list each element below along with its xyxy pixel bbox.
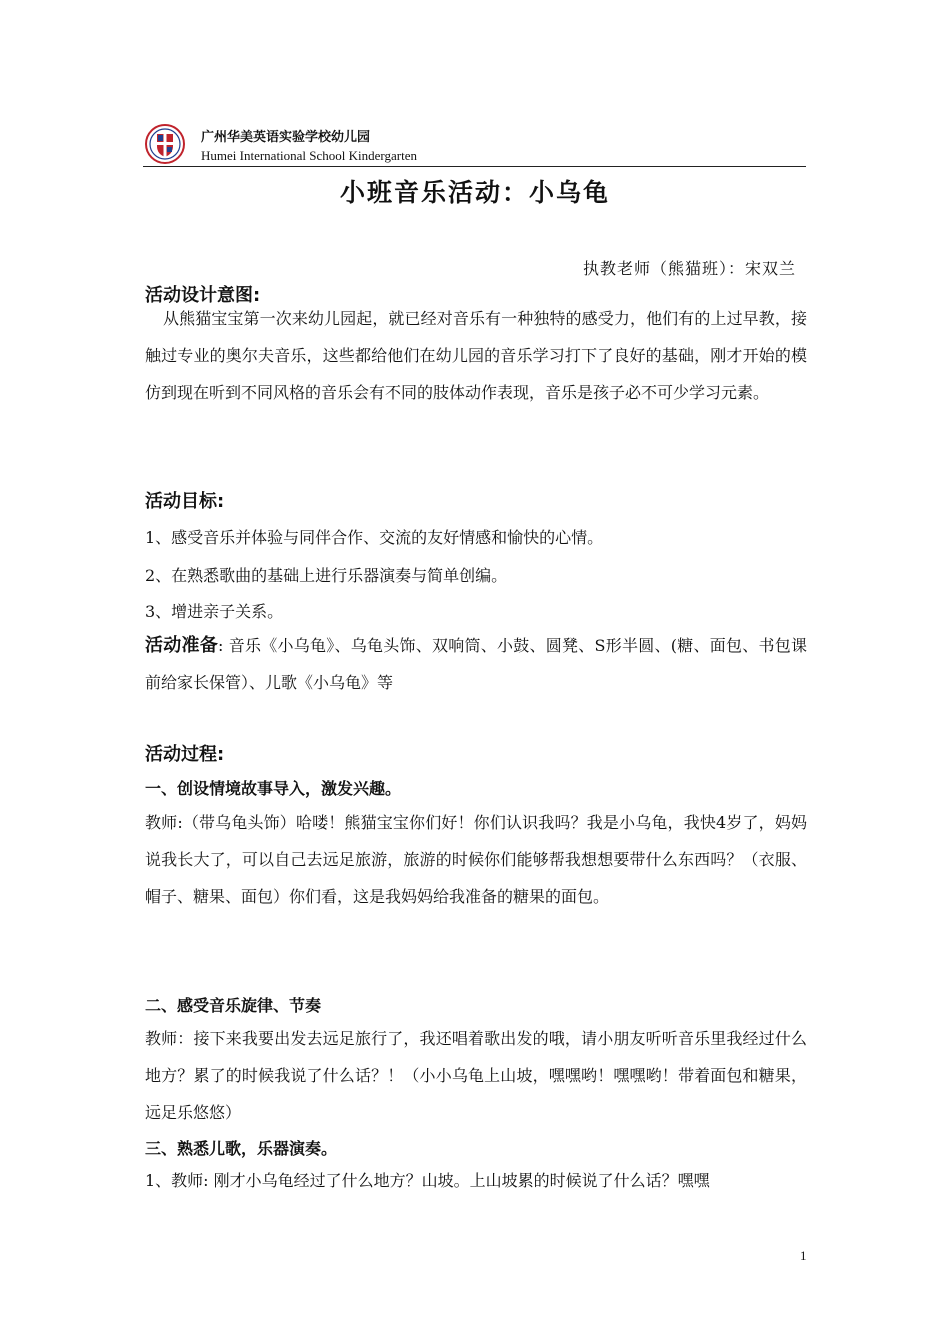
teacher-line: 执教老师（熊猫班）：宋双兰: [582, 259, 796, 278]
school-name-chinese: 广州华美英语实验学校幼儿园: [201, 130, 371, 145]
process-section-3-text: 1、教师: 刚才小乌龟经过了什么地方？山坡。上山坡累的时候说了什么话？嘿嘿: [145, 1171, 710, 1190]
preparation-text: : 音乐《小乌龟》、乌龟头饰、双响筒、小鼓、圆凳、S形半圆、(糖、面包、书包课前给家长保管）、儿歌《小乌龟》等: [145, 636, 808, 692]
goal-item-1: 1、感受音乐并体验与同伴合作、交流的友好情感和愉快的心情。: [145, 528, 604, 547]
design-intent-paragraph: 从熊猫宝宝第一次来幼儿园起，就已经对音乐有一种独特的感受力，他们有的上过早教，接触过专业的奥尔夫音乐，这些都给他们在幼儿园的音乐学习打下了良好的基础，刚才开始的模仿到现在听到不同风格的音乐会有不同的肢体动作表现，音乐是孩子必不可少学习元素。: [145, 309, 807, 402]
document-header: [143, 122, 806, 167]
process-section-2-title: 二、感受音乐旋律、节奏: [145, 996, 322, 1015]
process-section-1-text: 教师:（带乌龟头饰）哈喽！熊猫宝宝你们好！你们认识我吗？我是小乌龟，我快4岁了，妈妈说我长大了，可以自己去远足旅游，旅游的时候你们能够帮我想想要带什么东西吗？（衣服、帽子、糖果、面包）你们看，这是我妈妈给我准备的糖果的面包。: [145, 813, 807, 906]
page-number: 1: [800, 1248, 807, 1263]
design-intent-heading: 活动设计意图:: [145, 285, 261, 306]
process-section-3-title: 三、熟悉儿歌，乐器演奏。: [145, 1139, 338, 1158]
process-section-2-text: 教师：接下来我要出发去远足旅行了，我还唱着歌出发的哦，请小朋友听听音乐里我经过什么地方？累了的时候我说了什么话？！（小小乌龟上山坡，嘿嘿哟！嘿嘿哟！带着面包和糖果，远足乐悠悠）: [145, 1029, 807, 1122]
goal-item-3: 3、增进亲子关系。: [145, 602, 284, 621]
preparation-paragraph: [145, 627, 807, 701]
preparation-label: 活动准备: [145, 635, 219, 656]
goals-heading: 活动目标:: [145, 491, 225, 512]
school-name-english: Humei International School Kindergarten: [201, 148, 418, 163]
process-heading: 活动过程:: [145, 744, 225, 765]
page-title: 小班音乐活动：小乌龟: [339, 178, 610, 207]
process-section-1-title: 一、创设情境故事导入，激发兴趣。: [145, 779, 402, 798]
goal-item-2: 2、在熟悉歌曲的基础上进行乐器演奏与简单创编。: [145, 566, 508, 585]
school-crest-icon: [143, 124, 187, 164]
